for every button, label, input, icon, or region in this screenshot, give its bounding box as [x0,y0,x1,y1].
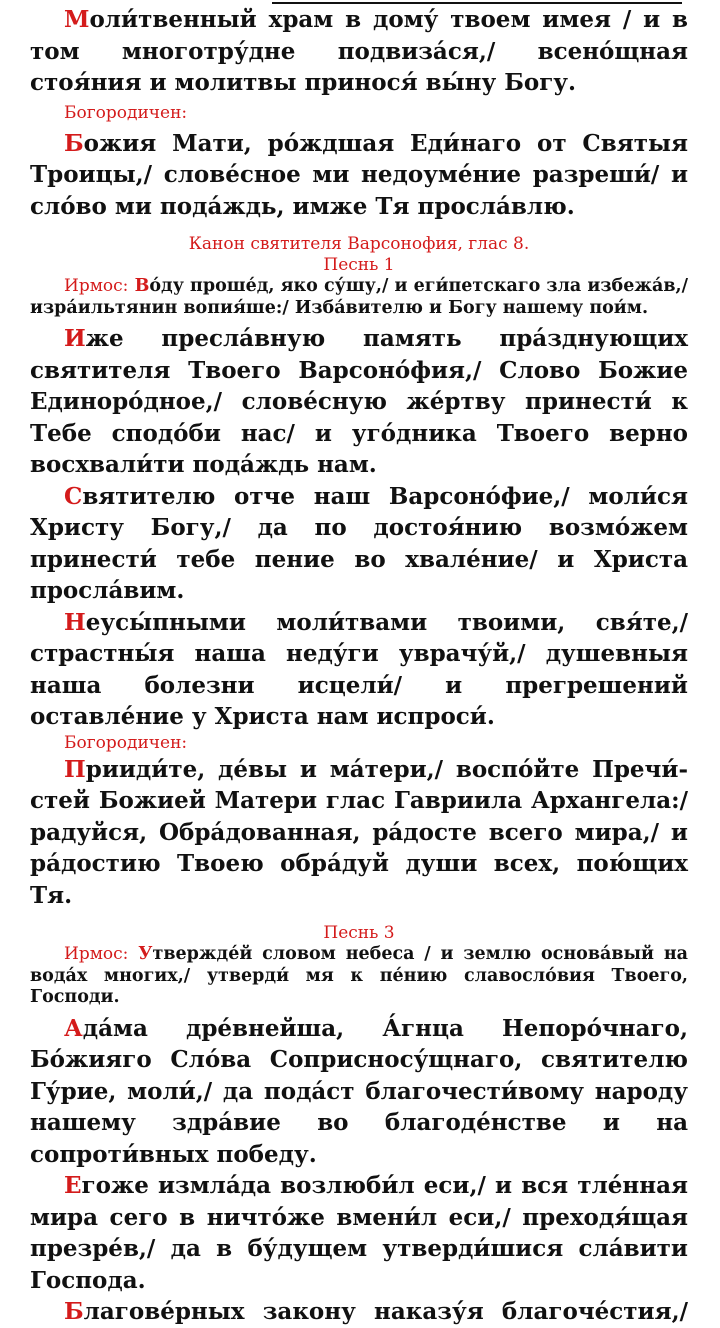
irmos-label: Ирмос: [64,276,129,296]
ode-heading: Песнь 1 [323,255,395,275]
red-initial: У [138,944,153,964]
red-initial: Б [64,129,84,157]
paragraph [30,754,688,912]
red-initial: Б [64,1298,84,1325]
irmos [30,276,688,319]
ode-heading: Песнь 3 [323,923,395,943]
red-initial: Е [64,1172,82,1199]
paragraph-text: еусы́пными моли́твами твоими, свя́те,/ страстны́я наша неду́ги уврачу́й,/ душевныя наша болезни исцели́/ и прегрешений оставле́ние у Христа нам испроси́. [30,608,688,730]
paragraph-text: лагове́рных закону наказу́я благоче́стия,/ [83,1298,688,1325]
paragraph-text: вятителю отче наш Варсоно́фие,/ моли́ся Христу Богу,/ да по достоя́нию возмо́жем принести́ тебе пение во хвале́ние/ и Христа просла́вим. [30,482,688,604]
paragraph [30,607,688,733]
irmos [30,944,688,1009]
paragraph-text: гоже измла́да возлюби́л еси,/ и вся тле́нная мира сего в ничто́же вмени́л еси,/ преходя́щая презре́в,/ да в бу́дущем утверди́шися сла́вити Господа. [30,1172,688,1294]
red-initial: И [64,325,86,352]
paragraph [30,1170,688,1296]
red-initial: П [64,755,86,783]
paragraph [30,128,688,223]
paragraph [30,323,688,481]
red-initial: Н [64,608,86,636]
red-initial: С [64,482,83,510]
red-initial: М [64,6,90,33]
paragraph [30,1013,688,1171]
paragraph [30,481,688,607]
paragraph [30,4,688,99]
paragraph-text: да́ма дре́внейша, А́гнца Непоро́чнаго, Бо́жияго Сло́ва Соприсносу́щнаго, святителю Гу́рие, моли́,/ да пода́ст благочести́вому народу нашему здра́вие во благоде́нстве и на сопроти́вных победу. [30,1014,688,1168]
paragraph-text: ожия Мати, ро́ждшая Еди́наго от Святыя Троицы,/ слове́сное ми недоуме́ние разреши́/ и сло́во ми пода́ждь, имже Тя просла́влю. [30,129,688,220]
bogorodichen-label: Богородичен: [64,102,188,123]
paragraph-text: оли́твенный храм в дому́ твоем имея / и в том многотру́дне подвиза́ся,/ всено́щная стоя́ния и молитвы принося́ вы́ну Богу. [30,6,688,96]
paragraph-text: о́ду проше́д, яко су́шу,/ и еги́петскаго зла избежа́в,/ изра́ильтянин вопия́ше:/ Изба́вителю и Богу нашему пои́м. [30,276,689,318]
paragraph [30,1296,688,1328]
paragraph-text: твержде́й словом небеса / и землю основа́вый на вода́х многих,/ утверди́ мя к пе́нию славосло́вия Твоего, Господи. [30,944,688,1007]
page-text [30,4,688,1328]
red-initial: А [64,1014,83,1042]
paragraph-text: рииди́те, де́вы и ма́тери,/ воспо́йте Пречи́стей Божией Матери глас Гавриила Архангела:/ радуйся, Обра́дованная, ра́досте всего мира,/ и ра́достию Твоею обра́дуй души всех, пою́щих Тя. [30,755,688,909]
red-initial: В [134,276,150,296]
bogorodichen-label: Богородичен: [64,732,188,753]
paragraph-text: же пресла́вную память пра́зднующих святителя Твоего Варсоно́фия,/ Слово Божие Единоро́дное,/ слове́сную же́ртву принести́ к Тебе сподо́би нас/ и уго́дника Твоего верно восхвали́ти пода́ждь нам. [30,325,688,478]
canon-title: Канон святителя Варсонофия, глас 8. [188,234,530,254]
irmos-label: Ирмос: [64,944,129,964]
